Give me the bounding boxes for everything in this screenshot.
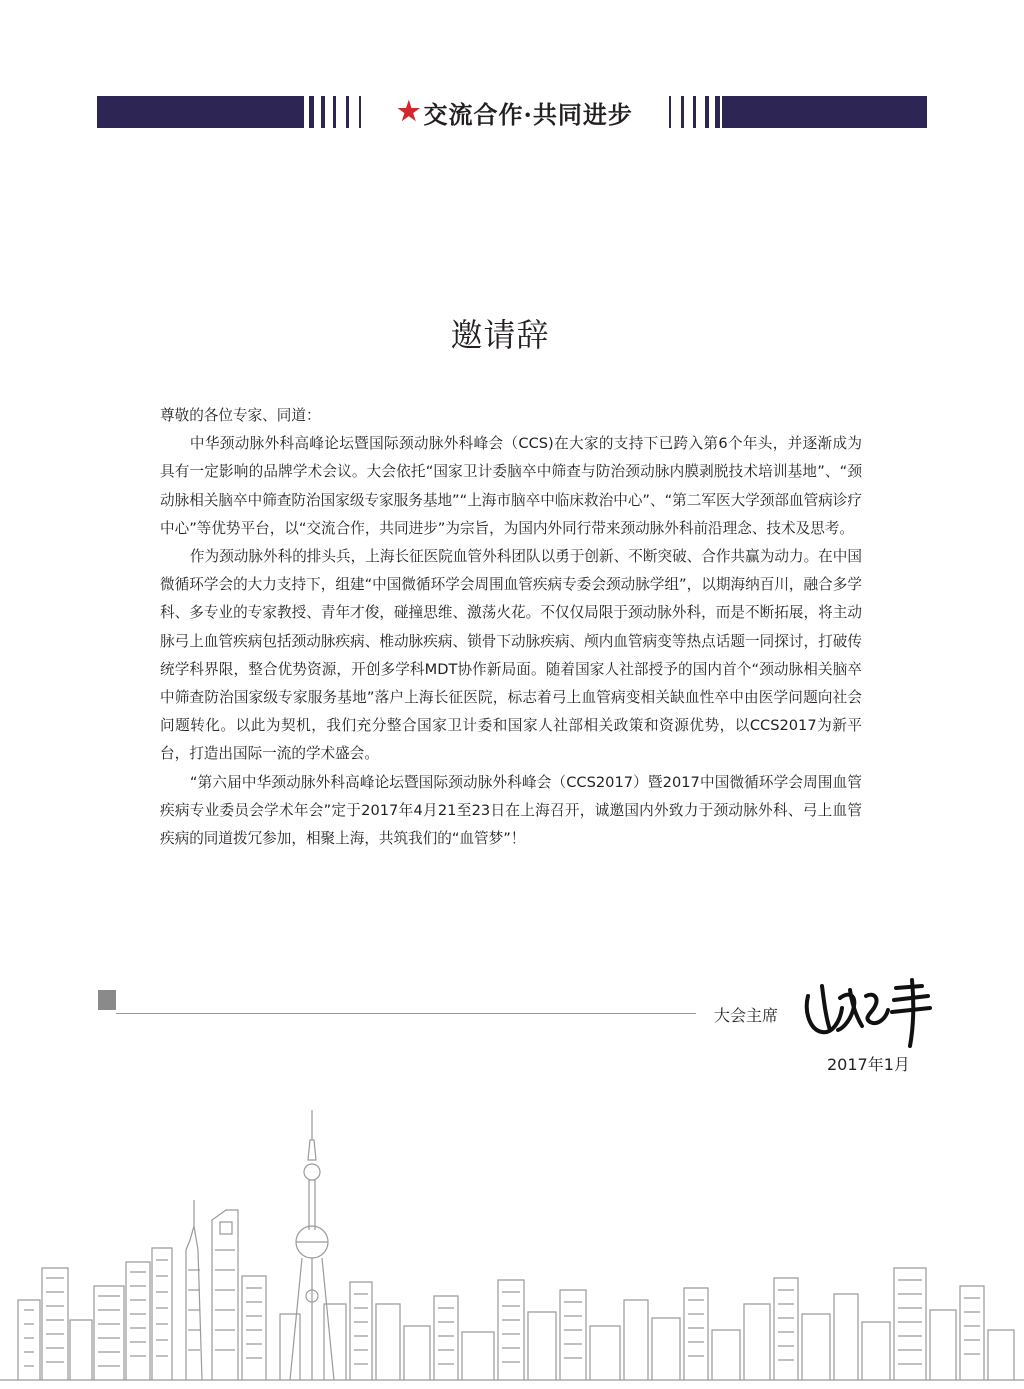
paragraph: 中华颈动脉外科高峰论坛暨国际颈动脉外科峰会（CCS)在大家的支持下已跨入第6个年头，并逐渐成为具有一定影响的品牌学术会议。大会依托“国家卫计委脑卒中筛查与防治颈动脉内膜剥脱技术培训基地”、“颈动脉相关脑卒中筛查防治国家级专家服务基地”“上海市脑卒中临床救治中心”、“第二军医大学颈部血管病诊疗中心”等优势平台，以“交流合作，共同进步”为宗旨，为国内外同行带来颈动脉外科前沿理念、技术及思考。	[160, 435, 862, 537]
banner-stripe	[333, 96, 336, 128]
banner-stripe	[705, 96, 709, 128]
red-star-icon: ★	[397, 97, 422, 127]
signature-date: 2017年1月	[827, 1055, 910, 1074]
banner-stripe	[346, 96, 349, 128]
banner-stripe	[681, 96, 684, 128]
salutation: 尊敬的各位专家、同道：	[160, 407, 321, 424]
header-banner	[97, 96, 927, 128]
banner-stripe	[359, 96, 361, 128]
banner-stripe	[321, 96, 325, 128]
banner-stripe	[669, 96, 671, 128]
banner-title-text: 交流合作·共同进步	[423, 99, 633, 129]
letter-body	[160, 402, 862, 853]
banner-stripe	[715, 96, 720, 128]
signature-label: 大会主席	[714, 1006, 779, 1025]
paragraph: 作为颈动脉外科的排头兵，上海长征医院血管外科团队以勇于创新、不断突破、合作共赢为动力。在中国微循环学会的大力支持下，组建“中国微循环学会周围血管疾病专委会颈动脉学组”，以期海纳百川，融合多学科、多专业的专家教授、青年才俊，碰撞思维、激荡火花。不仅仅局限于颈动脉外科，而是不断拓展，将主动脉弓上血管疾病包括颈动脉疾病、椎动脉疾病、锁骨下动脉疾病、颅内血管病变等热点话题一同探讨，打破传统学科界限，整合优势资源，开创多学科MDT协作新局面。随着国家人社部授予的国内首个“颈动脉相关脑卒中筛查防治国家级专家服务基地”落户上海长征医院，标志着弓上血管病变相关缺血性卒中由医学问题向社会问题转化。以此为契机，我们充分整合国家卫计委和国家人社部相关政策和资源优势，以CCS2017为新平台，打造出国际一流的学术盛会。	[160, 548, 862, 763]
banner-bar-right	[722, 96, 927, 128]
handwritten-signature	[800, 978, 940, 1048]
page-title: 邀请辞	[450, 316, 550, 354]
banner-bar-left	[97, 96, 304, 128]
signature-line	[116, 1013, 696, 1014]
banner-title	[365, 96, 665, 128]
banner-stripe	[309, 96, 314, 128]
paragraph: “第六届中华颈动脉外科高峰论坛暨国际颈动脉外科峰会（CCS2017）暨2017中国微循环学会周围血管疾病专业委员会学术年会”定于2017年4月21至23日在上海召开，诚邀国内外致力于颈动脉外科、弓上血管疾病的同道拨冗参加，相聚上海，共筑我们的“血管梦”！	[160, 773, 862, 848]
gray-square-icon	[98, 990, 116, 1010]
city-skyline-illustration	[0, 1100, 1024, 1389]
banner-stripe	[693, 96, 696, 128]
